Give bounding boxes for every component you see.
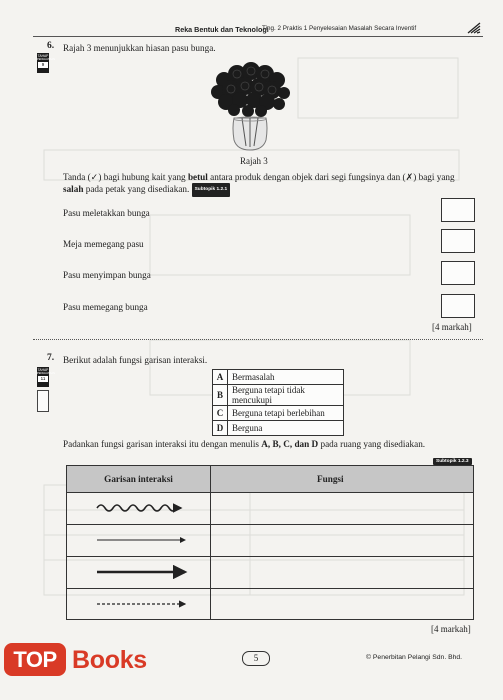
function-options-table — [212, 369, 344, 436]
mastery-level-badge-q6: TAHAP PENGUASAAN 9 — [37, 53, 49, 73]
question-6-instruction: Tanda (✓) bagi hubung kait yang betul antara produk dengan objek dari segi fungsinya dan (✗) bagi yang salah pada petak yang disediakan. Subtopik 1.2.1 — [63, 171, 483, 197]
matching-table-header — [67, 466, 473, 493]
question-7-instruction: Padankan fungsi garisan interaksi itu dengan menulis A, B, C, dan D pada ruang yang disediakan. — [63, 439, 426, 449]
question-7-number: 7. — [47, 353, 55, 363]
pelangi-logo-icon — [467, 22, 481, 34]
marks-box-q7[interactable] — [37, 390, 49, 412]
publisher-credit: © Penerbitan Pelangi Sdn. Bhd. — [366, 654, 463, 661]
wavy-arrow-problematic-icon — [97, 505, 181, 511]
option-row-c: C Berguna tetapi berlebihan — [213, 406, 344, 421]
rose-vase-photo — [204, 62, 296, 154]
header-rule — [33, 36, 483, 37]
question-6-number: 6. — [47, 41, 55, 51]
question-7-intro: Berikut adalah fungsi garisan interaksi. — [63, 355, 208, 365]
column-header-garisan: Garisan interaksi — [67, 466, 211, 492]
question-6-intro: Rajah 3 menunjukkan hiasan pasu bunga. — [63, 43, 216, 53]
statement-1: Pasu meletakkan bunga — [63, 208, 150, 218]
mastery-level-badge-q7: TAHAP PENGUASAAN 11 — [37, 367, 49, 387]
option-row-a: A Bermasalah — [213, 370, 344, 385]
page-number: 5 — [242, 651, 270, 666]
interaction-line-matching-table — [66, 465, 474, 620]
marks-q7: [4 markah] — [431, 624, 471, 634]
interaction-line-symbols — [67, 493, 210, 621]
figure-caption-rajah-3: Rajah 3 — [240, 156, 268, 166]
answer-box-3[interactable] — [441, 261, 475, 285]
answer-box-1[interactable] — [441, 198, 475, 222]
answer-box-4[interactable] — [441, 294, 475, 318]
marks-q6: [4 markah] — [432, 322, 472, 332]
question-divider — [33, 339, 483, 340]
option-row-b: B Berguna tetapi tidak mencukupi — [213, 385, 344, 406]
subtopik-tag-q7: Subtopik 1.2.3 — [433, 452, 472, 470]
answer-box-2[interactable] — [441, 229, 475, 253]
option-row-d: D Berguna — [213, 421, 344, 436]
statement-2: Meja memegang pasu — [63, 239, 144, 249]
column-header-fungsi: Fungsi — [317, 474, 344, 484]
header-subject: Reka Bentuk dan Teknologi — [175, 25, 269, 34]
header-chapter: Ting. 2 Praktis 1 Penyelesaian Masalah Secara Inventif — [262, 25, 417, 32]
subtopik-tag-q6: Subtopik 1.2.1 — [192, 183, 231, 197]
statement-3: Pasu menyimpan bunga — [63, 270, 151, 280]
statement-4: Pasu memegang bunga — [63, 302, 148, 312]
